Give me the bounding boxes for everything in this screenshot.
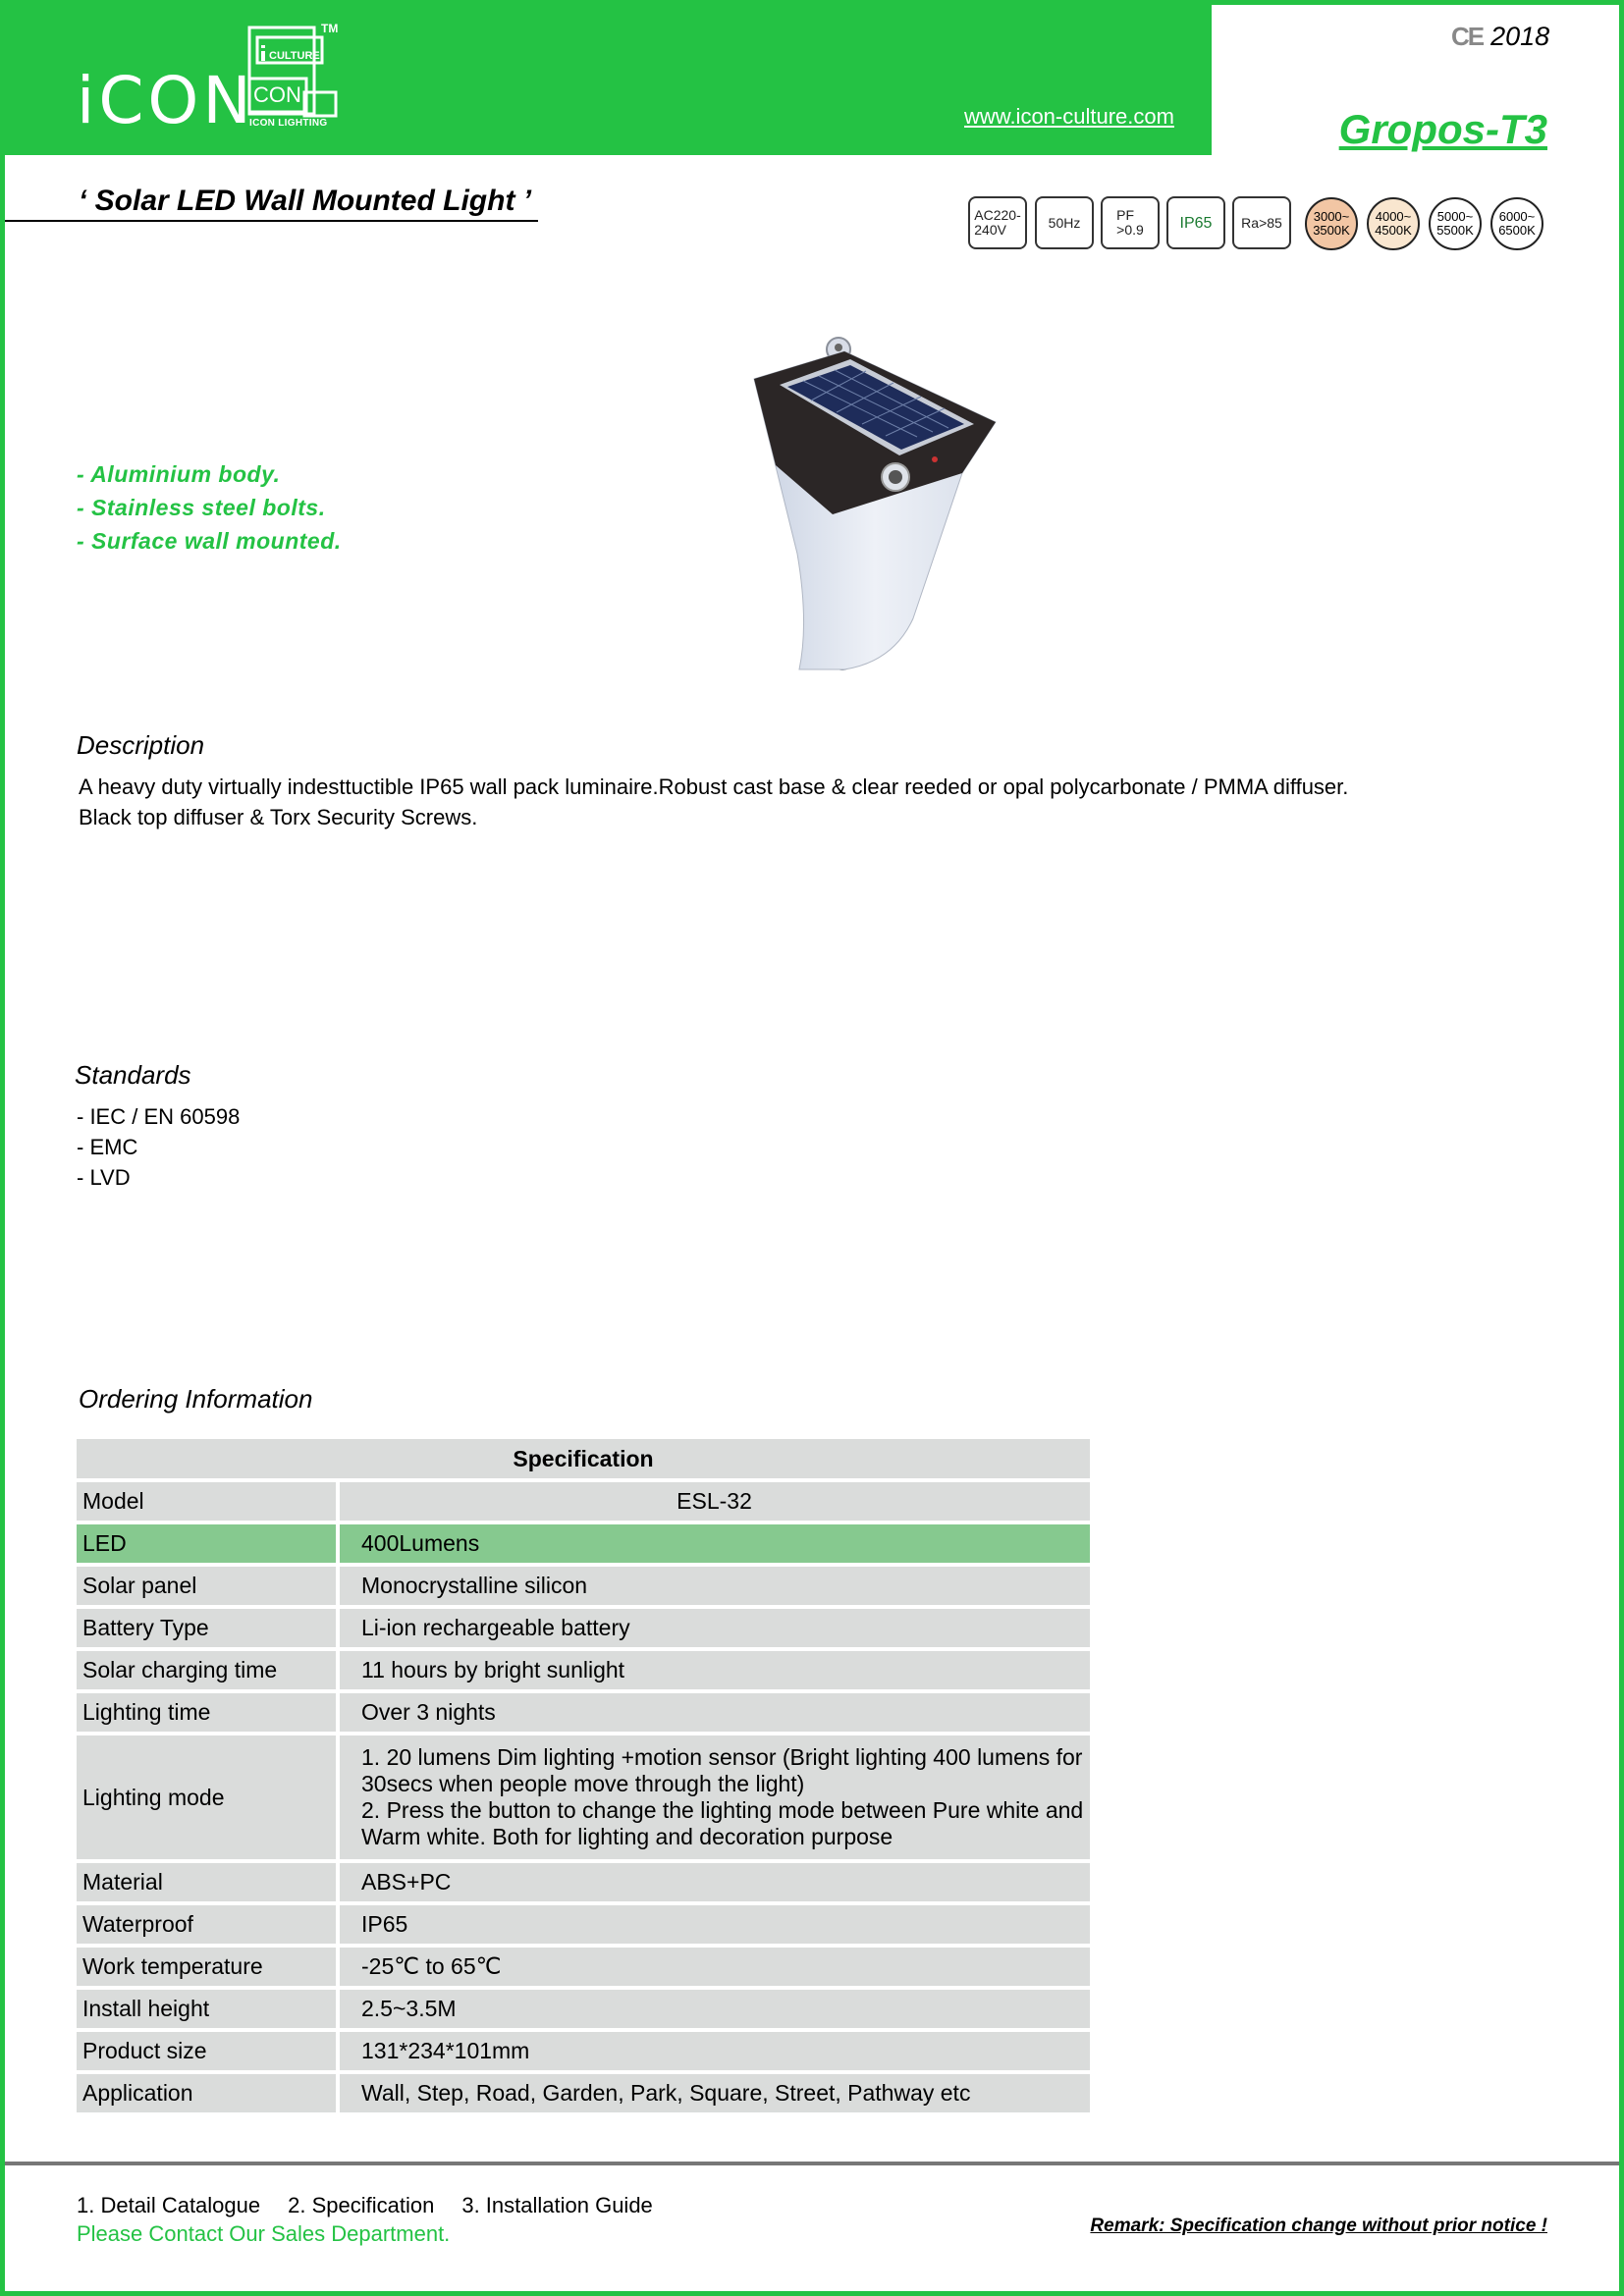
badge-voltage: AC220- 240V [968, 196, 1027, 249]
feature-item: - Surface wall mounted. [77, 528, 342, 554]
footer-link-specification[interactable]: 2. Specification [288, 2193, 435, 2217]
badge-cri: Ra>85 [1232, 196, 1291, 249]
logo-text-culture: CULTURE [269, 50, 320, 62]
table-row [77, 1482, 1090, 1524]
logo-text-con: CON [253, 82, 301, 107]
product-title: ‘ Solar LED Wall Mounted Light ’ [79, 185, 532, 217]
table-row [77, 1990, 1090, 2032]
table-row [77, 1567, 1090, 1609]
spec-value: -25℃ to 65℃ [340, 1948, 1090, 1990]
logo-caption: ICON LIGHTING [249, 118, 328, 129]
spec-value: IP65 [340, 1905, 1090, 1948]
spec-key: Battery Type [77, 1609, 340, 1651]
badge-ip-rating: IP65 [1166, 196, 1225, 249]
spec-value: 1. 20 lumens Dim lighting +motion sensor (Bright lighting 400 lumens for 30secs when people move through the light) 2. Press the button to change the lighting mode between Pure white and Warm white. Both for lighting and decoration purpose [340, 1735, 1090, 1863]
badge-power-factor: PF >0.9 [1101, 196, 1160, 249]
spec-key: Lighting mode [77, 1735, 340, 1863]
standards-item: - EMC [77, 1135, 138, 1159]
standards-item: - LVD [77, 1165, 131, 1190]
spec-value: Monocrystalline silicon [340, 1567, 1090, 1609]
footer-remark: Remark: Specification change without prior notice ! [1090, 2216, 1547, 2236]
description-line: A heavy duty virtually indesttuctible IP65 wall pack luminaire.Robust cast base & clear reeded or opal polycarbonate / PMMA diffuser. [79, 774, 1349, 799]
table-row [77, 2032, 1090, 2074]
description-heading: Description [77, 730, 205, 760]
spec-key: Install height [77, 1990, 340, 2032]
trademark-mark: TM [321, 22, 339, 35]
spec-value: 2.5~3.5M [340, 1990, 1090, 2032]
logo-mark-icon [247, 24, 342, 132]
footer-link-catalogue[interactable]: 1. Detail Catalogue [77, 2193, 261, 2217]
table-row [77, 1905, 1090, 1948]
title-underline [5, 220, 538, 222]
spec-key: LED [77, 1524, 340, 1567]
table-title: Specification [77, 1439, 1090, 1482]
feature-item: - Aluminium body. [77, 461, 281, 487]
spec-value: Over 3 nights [340, 1693, 1090, 1735]
product-photo [746, 328, 1001, 677]
spec-table [77, 1439, 1090, 2116]
spec-value: ESL-32 [340, 1482, 1090, 1524]
cct-4000k-icon: 4000~ 4500K [1367, 197, 1420, 250]
footer-links [77, 2193, 680, 2218]
table-row [77, 1863, 1090, 1905]
ce-year [1451, 22, 1549, 52]
spec-key: Application [77, 2074, 340, 2116]
spec-key: Lighting time [77, 1693, 340, 1735]
table-row [77, 1693, 1090, 1735]
feature-item: - Stainless steel bolts. [77, 495, 326, 520]
spec-key: Solar panel [77, 1567, 340, 1609]
footer-contact: Please Contact Our Sales Department. [77, 2221, 451, 2246]
table-row [77, 1948, 1090, 1990]
standards-heading: Standards [75, 1060, 191, 1090]
spec-value: Li-ion rechargeable battery [340, 1609, 1090, 1651]
footer-divider [5, 2162, 1619, 2165]
spec-value: 131*234*101mm [340, 2032, 1090, 2074]
brand-logo-text: iCON [77, 63, 255, 138]
cct-5000k-icon: 5000~ 5500K [1429, 197, 1482, 250]
spec-key: Model [77, 1482, 340, 1524]
spec-key: Material [77, 1863, 340, 1905]
spec-value: 11 hours by bright sunlight [340, 1651, 1090, 1693]
footer-link-installation[interactable]: 3. Installation Guide [461, 2193, 653, 2217]
spec-key: Product size [77, 2032, 340, 2074]
year-label: 2018 [1490, 22, 1550, 51]
cct-3000k-icon: 3000~ 3500K [1305, 197, 1358, 250]
table-row [77, 1609, 1090, 1651]
badge-frequency: 50Hz [1035, 196, 1094, 249]
description-line: Black top diffuser & Torx Security Screws. [79, 805, 478, 829]
header-banner [0, 0, 1212, 155]
standards-list [77, 1101, 240, 1193]
ce-mark-icon: CE [1451, 22, 1484, 51]
feature-list [77, 457, 342, 558]
table-header-row [77, 1439, 1090, 1482]
spec-key: Work temperature [77, 1948, 340, 1990]
table-row [77, 1651, 1090, 1693]
description-text [79, 772, 1512, 832]
table-row-highlight [77, 1524, 1090, 1567]
spec-value: 400Lumens [340, 1524, 1090, 1567]
website-link[interactable]: www.icon-culture.com [964, 104, 1174, 129]
model-name: Gropos-T3 [1338, 106, 1547, 152]
spec-key: Waterproof [77, 1905, 340, 1948]
spec-value: Wall, Step, Road, Garden, Park, Square, Street, Pathway etc [340, 2074, 1090, 2116]
spec-key: Solar charging time [77, 1651, 340, 1693]
table-row [77, 1735, 1090, 1863]
ordering-heading: Ordering Information [79, 1384, 313, 1414]
table-row [77, 2074, 1090, 2116]
standards-item: - IEC / EN 60598 [77, 1104, 241, 1129]
spec-value: ABS+PC [340, 1863, 1090, 1905]
cct-6000k-icon: 6000~ 6500K [1490, 197, 1543, 250]
